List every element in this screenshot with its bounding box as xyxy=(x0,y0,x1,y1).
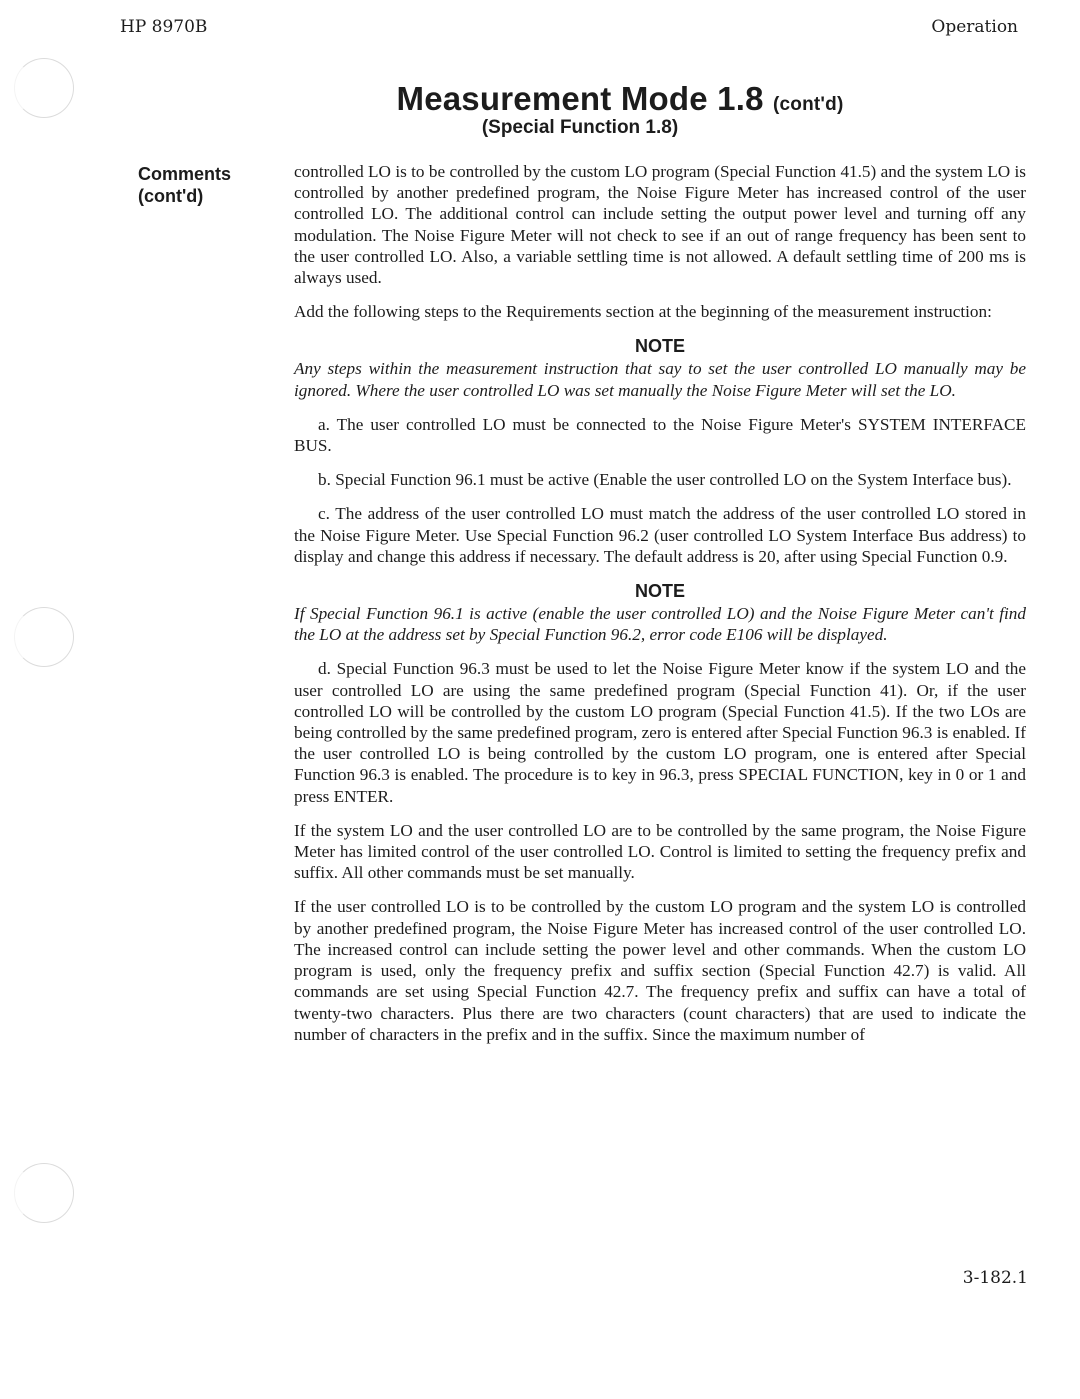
step-d: d. Special Function 96.3 must be used to let the Noise Figure Meter know if the system LO and the user controlled LO are using the same predefined program (Special Function 41). Or, if the user controlled LO will be controlled by the custom LO program (Special Function 41.5). If the two LOs are being controlled by the same predefined program, zero is entered after Special Function 96.3 is enabled. If the user controlled LO is being controlled by the custom LO program, one is entered after Special Function 96.3 is enabled. The procedure is to key in 96.3, press SPECIAL FUNCTION, key in 0 or 1 and press ENTER. xyxy=(294,659,1026,806)
note-body: Any steps within the measurement instruction that say to set the user controlled LO manually may be ignored. Where the user controlled LO was set manually the Noise Figure Meter will set the LO. xyxy=(294,359,1026,400)
step-a: a. The user controlled LO must be connected to the Noise Figure Meter's SYSTEM INTERFACE BUS. xyxy=(294,414,1026,456)
note-heading-2: NOTE xyxy=(634,581,685,602)
side-heading xyxy=(138,163,231,207)
body-text xyxy=(294,161,1026,1058)
paragraph-same-program: If the system LO and the user controlled LO are to be controlled by the same program, the Noise Figure Meter has limited control of the user controlled LO. Control is limited to setting the frequency prefix and suffix. All other commands must be set manually. xyxy=(294,820,1026,883)
punch-hole-bottom xyxy=(14,1163,74,1223)
side-heading-line2: (cont'd) xyxy=(138,186,204,206)
title-main: Measurement Mode 1.8 xyxy=(396,80,773,117)
page-number: 3-182.1 xyxy=(962,1268,1028,1288)
header-section: Operation xyxy=(931,17,1018,37)
punch-hole-middle xyxy=(14,607,74,667)
note-heading: NOTE xyxy=(634,336,685,357)
title-contd: (cont'd) xyxy=(773,94,844,115)
page-title xyxy=(0,80,1080,118)
header-model: HP 8970B xyxy=(120,17,208,37)
side-heading-line1: Comments xyxy=(138,164,232,184)
paragraph-custom-program: If the user controlled LO is to be controlled by the custom LO program and the system LO is controlled by another predefined program, the Noise Figure Meter has increased control of the user controlled LO. The increased control can include setting the power level and other commands. When the custom LO program is used, only the frequency prefix and suffix section (Special Function 42.7) is valid. All commands are set using Special Function 42.7. The frequency prefix and suffix can have a total of twenty-two characters. Plus there are two characters (count characters) that are used to indicate the number of characters in the prefix and in the suffix. Since the maximum number of xyxy=(294,897,1026,1044)
step-b: b. Special Function 96.1 must be active (Enable the user controlled LO on the System Interface bus). xyxy=(318,470,1012,490)
paragraph-requirements: Add the following steps to the Requirements section at the beginning of the measurement instruction: xyxy=(294,302,992,322)
note-body-2: If Special Function 96.1 is active (enable the user controlled LO) and the Noise Figure Meter can't find the LO at the address set by Special Function 96.2, error code E106 will be displayed. xyxy=(294,604,1026,645)
step-c: c. The address of the user controlled LO must match the address of the user controlled LO stored in the Noise Figure Meter. Use Special Function 96.2 (user controlled LO System Interface Bus address) to display and change this address if necessary. The default address is 20, after using Special Function 0.9. xyxy=(294,504,1026,566)
paragraph-intro: controlled LO is to be controlled by the custom LO program (Special Function 41.5) and the system LO is controlled by another predefined program, the Noise Figure Meter has increased control of the user controlled LO. The additional control can include setting the output power level and turning off any modulation. The Noise Figure Meter will not check to see if an out of range frequency has been sent to the user controlled LO. Also, a variable settling time is not allowed. A default settling time of 200 ms is always used. xyxy=(294,162,1026,288)
page-subtitle: (Special Function 1.8) xyxy=(481,117,679,138)
